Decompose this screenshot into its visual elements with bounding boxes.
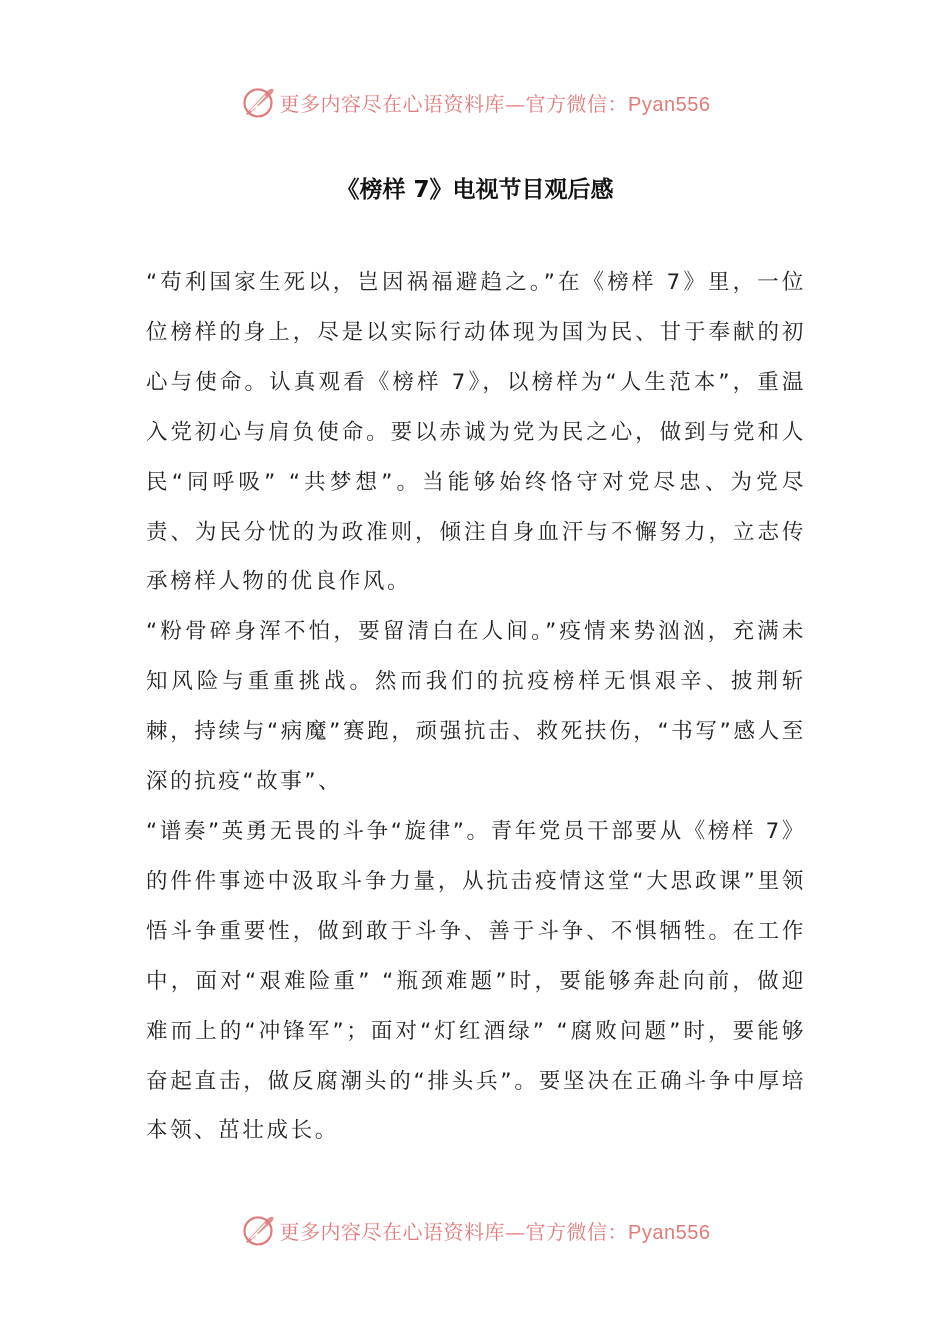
banner-text: 更多内容尽在心语资料库—官方微信： [279, 91, 629, 116]
quill-pen-logo-icon [240, 1212, 276, 1248]
paragraph: “谱奏”英勇无畏的斗争“旋律”。青年党员干部要从《榜样 7》的件件事迹中汲取斗争力量，从抗击疫情这堂“大思政课”里领悟斗争重要性，做到敢于斗争、善于斗争、不惧牺牲。在工作中，面对“艰难险重” “瓶颈难题”时，要能够奔赴向前，做迎难而上的“冲锋军”；面对“灯红酒绿” “腐败问题”时，要能够奋起直击，做反腐潮头的“排头兵”。要坚决在正确斗争中厚培本领、茁壮成长。 [146, 818, 806, 1144]
document-body [146, 258, 806, 1156]
wechat-id: Pyan556 [628, 1221, 711, 1244]
paragraph: “粉骨碎身浑不怕，要留清白在人间。”疫情来势汹汹，充满未知风险与重重挑战。然而我们的抗疫榜样无惧艰辛、披荆斩棘，持续与“病魔”赛跑，顽强抗击、救死扶伤，“书写”感人至深的抗疫“故事”、 [146, 619, 806, 795]
banner-text: 更多内容尽在心语资料库—官方微信： [279, 1219, 629, 1244]
quill-pen-logo-icon [240, 84, 276, 120]
document-title: 《榜样 7》电视节目观后感 [336, 177, 614, 203]
paragraph: “苟利国家生死以，岂因祸福避趋之。”在《榜样 7》里，一位位榜样的身上，尽是以实际行动体现为国为民、甘于奉献的初心与使命。认真观看《榜样 7》，以榜样为“人生范本”，重温入党初心与肩负使命。要以赤诚为党为民之心，做到与党和人民“同呼吸” “共梦想”。当能够始终恪守对党尽忠、为党尽责、为民分忧的为政准则，倾注自身血汗与不懈努力，立志传承榜样人物的优良作风。 [146, 270, 806, 595]
header-banner [0, 80, 950, 124]
footer-banner [0, 1208, 950, 1252]
wechat-id: Pyan556 [628, 93, 711, 116]
